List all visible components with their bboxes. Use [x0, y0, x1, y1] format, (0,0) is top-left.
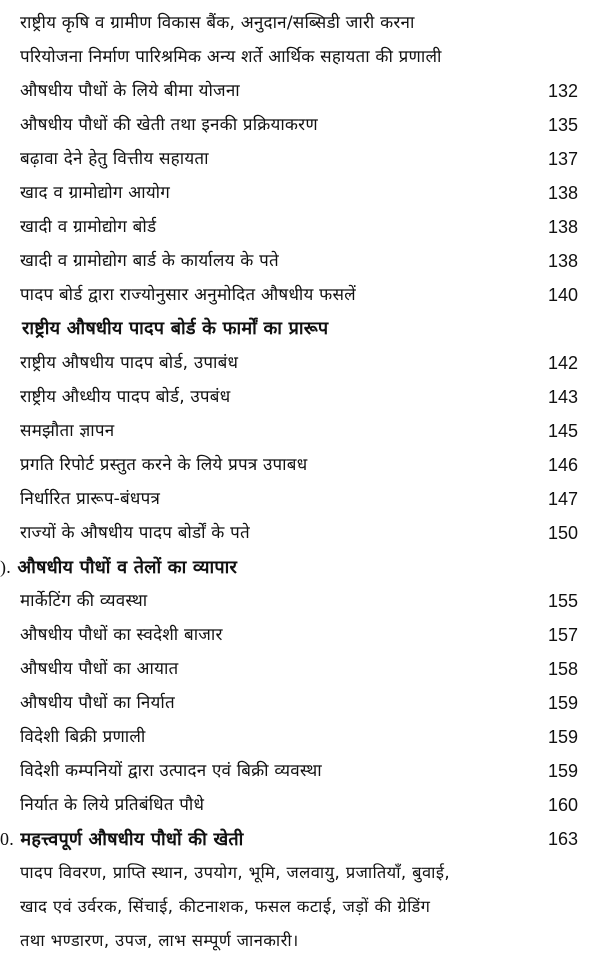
toc-entry [0, 210, 600, 244]
chapter-title: औषधीय पौधों व तेलों का व्यापार [17, 557, 238, 578]
entry-title: विदेशी बिक्री प्रणाली [20, 727, 146, 747]
toc-entry [0, 754, 600, 788]
toc-entry [0, 142, 600, 176]
entry-title: खादी व ग्रामोद्योग बार्ड के कार्यालय के पते [20, 251, 279, 271]
toc-entry [0, 278, 600, 312]
entry-title: राष्ट्रीय औध्धीय पादप बोर्ड, उपबंध [20, 387, 231, 407]
toc-entry [0, 176, 600, 210]
chapter-description-line [0, 890, 600, 924]
entry-page-number: 132 [547, 81, 578, 101]
toc-entry [0, 414, 600, 448]
toc-entry [0, 720, 600, 754]
chapter-heading [0, 822, 600, 856]
entry-title: राष्ट्रीय कृषि व ग्रामीण विकास बैंक, अनुदान/सब्सिडी जारी करना [20, 13, 415, 33]
entry-page-number: 145 [547, 421, 578, 441]
entry-title: खादी व ग्रामोद्योग बोर्ड [20, 217, 157, 237]
chapter-description-line [0, 856, 600, 890]
entry-page-number: 135 [547, 115, 578, 135]
toc-entry [0, 40, 600, 74]
entry-title: मार्केटिंग की व्यवस्था [20, 591, 148, 611]
entry-title: औषधीय पौधों का आयात [20, 659, 179, 679]
section-heading-title: राष्ट्रीय औषधीय पादप बोर्ड के फार्मों का प्रारूप [22, 318, 329, 339]
chapter-title-line [0, 550, 237, 585]
toc-entry [0, 584, 600, 618]
entry-page-number: 138 [547, 217, 578, 237]
entry-title: विदेशी कम्पनियों द्वारा उत्पादन एवं बिक्री व्यवस्था [20, 761, 322, 781]
entry-title: पादप बोर्ड द्वारा राज्योनुसार अनुमोदित औषधीय फसलें [20, 285, 356, 305]
description-text: तथा भण्डारण, उपज, लाभ सम्पूर्ण जानकारी। [20, 931, 299, 950]
chapter-heading [0, 550, 600, 584]
entry-title: निर्धारित प्रारूप-बंधपत्र [20, 489, 161, 509]
toc-entry [0, 618, 600, 652]
entry-page-number: 159 [547, 761, 578, 781]
entry-title: प्रगति रिपोर्ट प्रस्तुत करने के लिये प्रपत्र उपाबध [20, 455, 308, 475]
toc-entry [0, 6, 600, 40]
toc-entry [0, 448, 600, 482]
description-text: पादप विवरण, प्राप्ति स्थान, उपयोग, भूमि, जलवायु, प्रजातियाँ, बुवाई, [20, 863, 450, 882]
entry-page-number: 158 [547, 659, 578, 679]
entry-title: बढ़ावा देने हेतु वित्तीय सहायता [20, 149, 209, 169]
entry-page-number: 159 [547, 727, 578, 747]
chapter-title: महत्त्वपूर्ण औषधीय पौधों की खेती [20, 829, 244, 850]
entry-page-number: 163 [547, 829, 578, 849]
chapter-description-line [0, 924, 600, 958]
entry-page-number: 159 [547, 693, 578, 713]
entry-page-number: 146 [547, 455, 578, 475]
entry-title: खाद व ग्रामोद्योग आयोग [20, 183, 171, 203]
toc-entry [0, 686, 600, 720]
chapter-number: ). [0, 557, 11, 577]
entry-title: परियोजना निर्माण पारिश्रमिक अन्य शर्ते आर्थिक सहायता की प्रणाली [20, 47, 442, 67]
entry-title: राज्यों के औषधीय पादप बोर्डों के पते [20, 523, 250, 543]
entry-page-number: 140 [547, 285, 578, 305]
entry-title: औषधीय पौधों की खेती तथा इनकी प्रक्रियाकरण [20, 115, 318, 135]
toc-entry [0, 108, 600, 142]
entry-page-number: 138 [547, 251, 578, 271]
entry-page-number: 150 [547, 523, 578, 543]
entry-title: राष्ट्रीय औषधीय पादप बोर्ड, उपाबंध [20, 353, 239, 373]
toc-entry [0, 516, 600, 550]
toc-entry [0, 788, 600, 822]
entry-title: समझौता ज्ञापन [20, 421, 115, 441]
section-heading [0, 312, 600, 346]
entry-title: निर्यात के लिये प्रतिबंधित पौधे [20, 795, 205, 815]
entry-page-number: 137 [547, 149, 578, 169]
toc-entry [0, 74, 600, 108]
entry-page-number: 155 [547, 591, 578, 611]
entry-page-number: 160 [547, 795, 578, 815]
toc-entry [0, 652, 600, 686]
toc-entry [0, 482, 600, 516]
entry-page-number: 147 [547, 489, 578, 509]
description-text: खाद एवं उर्वरक, सिंचाई, कीटनाशक, फसल कटाई, जड़ों की ग्रेडिंग [20, 897, 431, 916]
entry-page-number: 143 [547, 387, 578, 407]
entry-page-number: 157 [547, 625, 578, 645]
chapter-number: 0. [0, 829, 14, 849]
entry-page-number: 142 [547, 353, 578, 373]
entry-title: औषधीय पौधों का स्वदेशी बाजार [20, 625, 223, 645]
chapter-title-line [0, 822, 244, 857]
toc-entry [0, 346, 600, 380]
entry-title: औषधीय पौधों का निर्यात [20, 693, 175, 713]
entry-page-number: 138 [547, 183, 578, 203]
toc-entry [0, 244, 600, 278]
entry-title: औषधीय पौधों के लिये बीमा योजना [20, 81, 240, 101]
toc-entry [0, 380, 600, 414]
